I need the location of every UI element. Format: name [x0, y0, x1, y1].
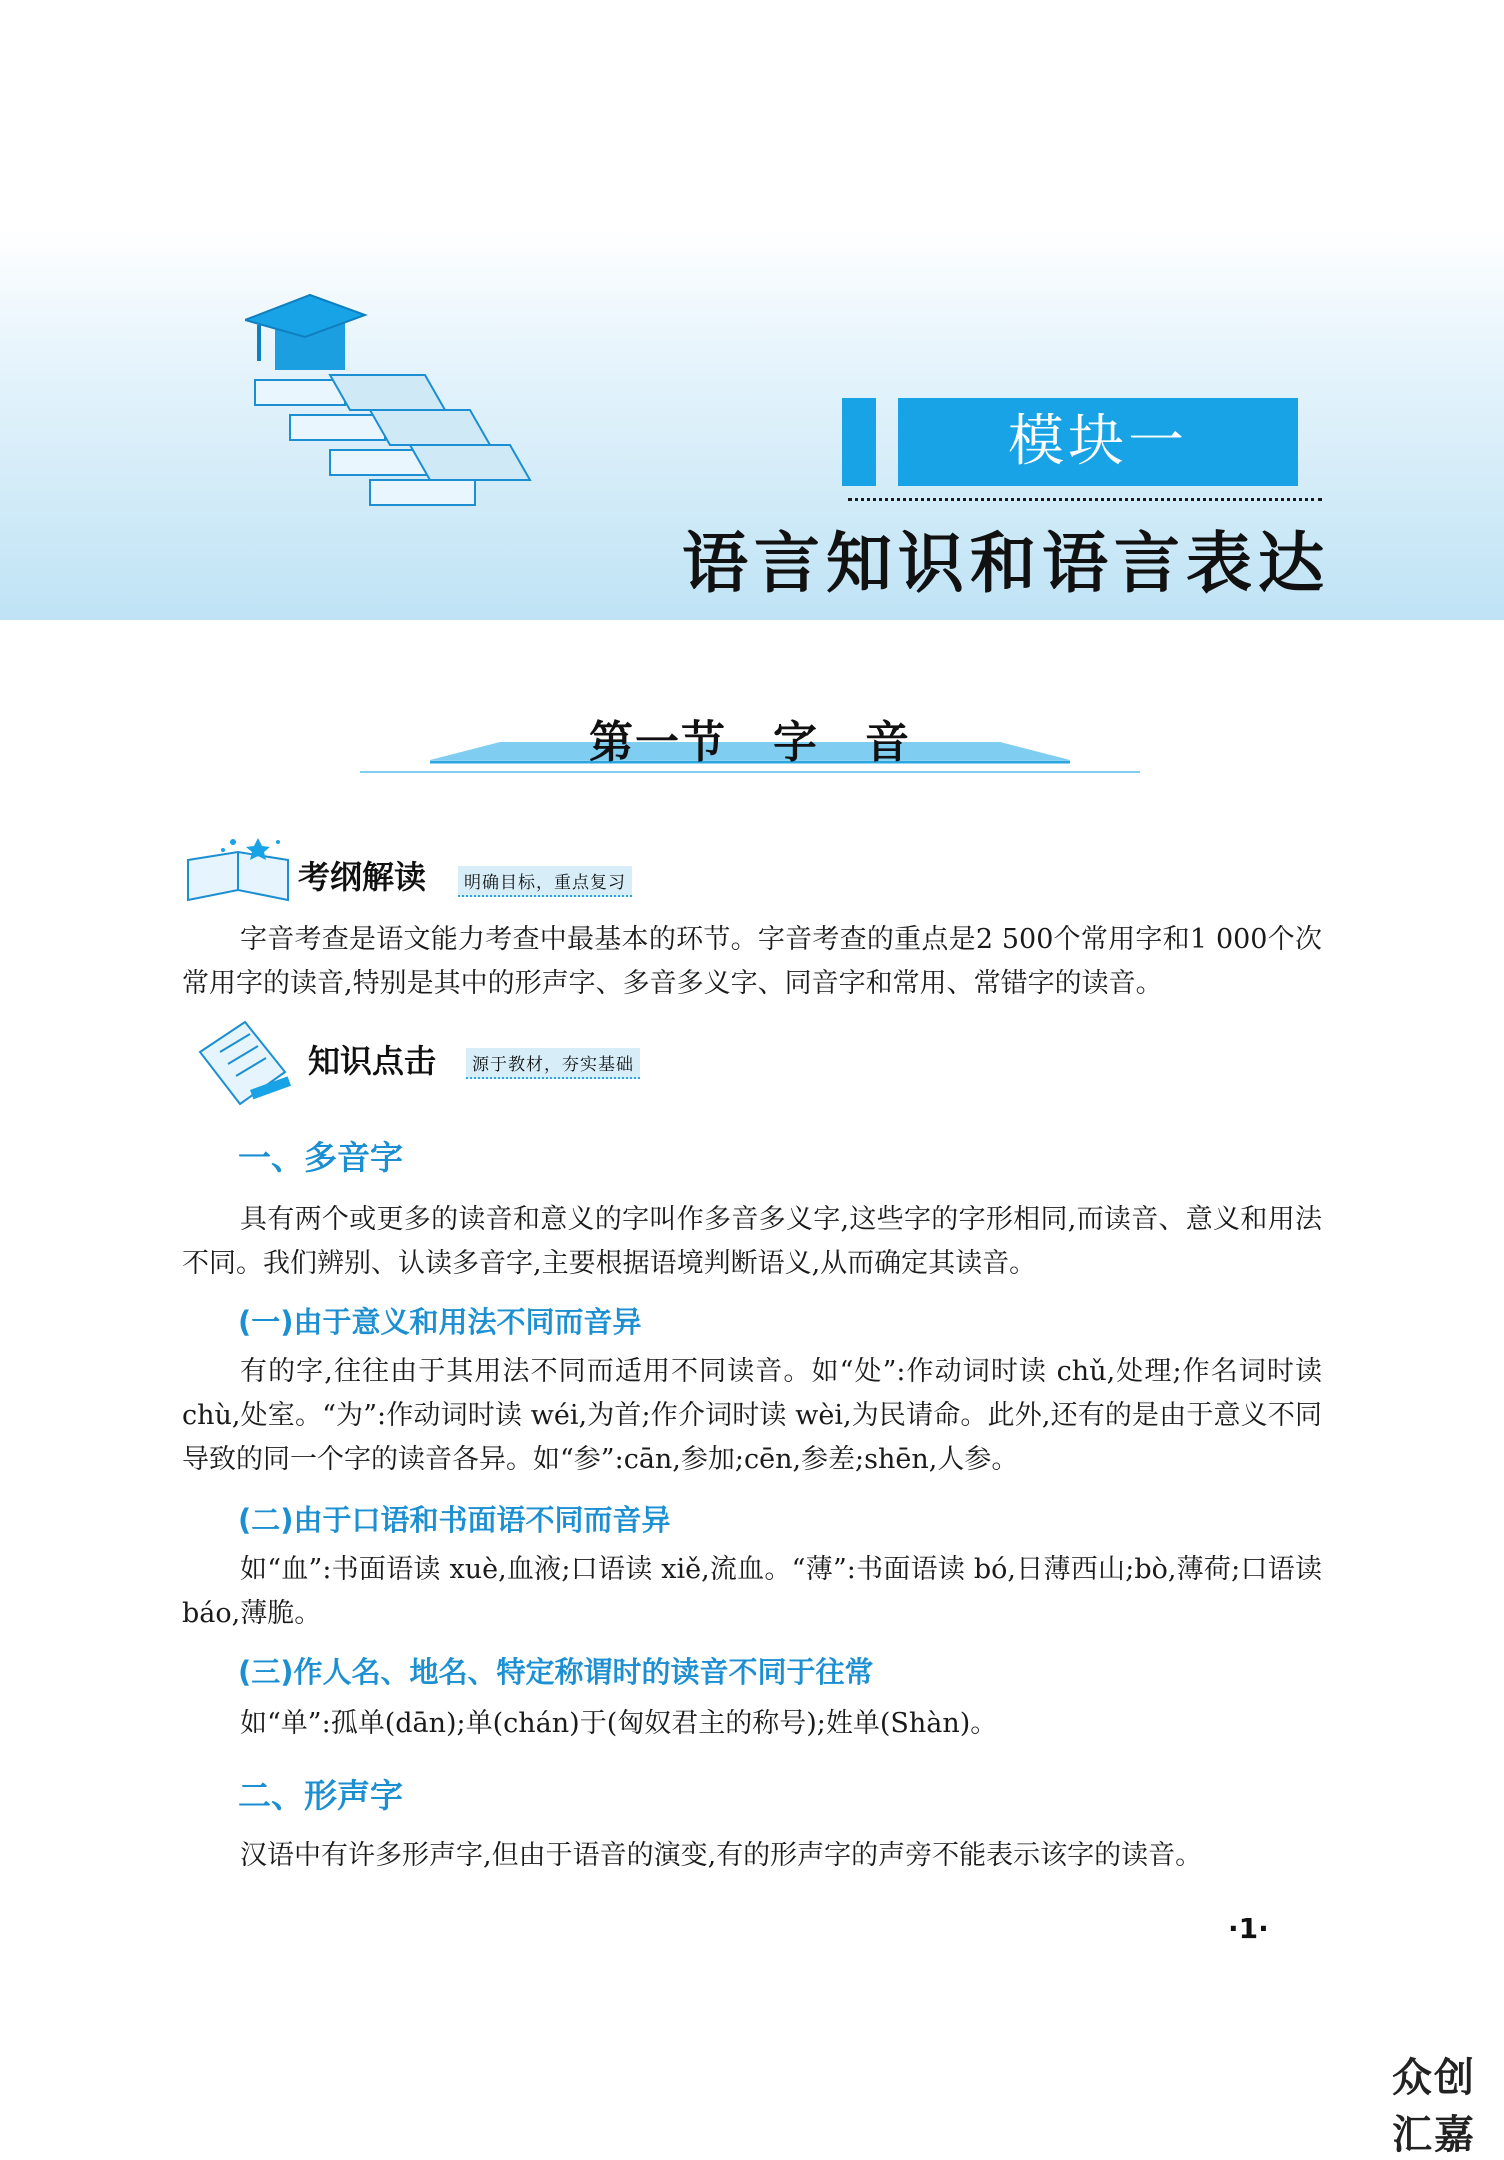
module-title: 语言知识和语言表达 — [682, 524, 1330, 602]
phonetic-paragraph: 汉语中有许多形声字,但由于语音的演变,有的形声字的声旁不能表示该字的读音。 — [240, 1840, 1203, 1871]
tag-subtitle-knowledge: 源于教材，夯实基础 — [466, 1048, 640, 1079]
names-paragraph: 如“单”:孤单(dān);单(chán)于(匈奴君主的称号);姓单(Shàn)。 — [240, 1708, 998, 1739]
tag-subtitle-outline: 明确目标，重点复习 — [458, 866, 632, 897]
subheading-names: (三)作人名、地名、特定称谓时的读音不同于往常 — [238, 1655, 874, 1689]
watermark-logo: 众创汇嘉 — [1392, 2055, 1476, 2158]
page-number: ·1· — [1228, 1912, 1269, 1945]
usage-paragraph: 有的字,往往由于其用法不同而适用不同读音。如“处”:作动词时读 chǔ,处理;作名词时读 chù,处室。“为”:作动词时读 wéi,为首;作介词时读 wèi,为民请命。此外,还有的是由于意义不同导致的同一个字的读音各异。如“参”:cān,参加;cēn,参差;shēn,人参。 — [182, 1356, 1322, 1475]
subheading-meaning-usage: (一)由于意义和用法不同而音异 — [238, 1305, 642, 1339]
clipboard-pen-icon — [190, 1012, 300, 1112]
module-divider — [848, 498, 1322, 501]
heading-phonetic: 二、形声字 — [238, 1776, 403, 1815]
section-title: 第一节 字 音 — [589, 717, 911, 768]
open-book-icon — [178, 830, 298, 910]
module-label: 模块一 — [1008, 409, 1188, 474]
module-bar-left — [842, 398, 876, 486]
tag-title-knowledge: 知识点击 — [308, 1042, 437, 1080]
intro-paragraph: 字音考查是语文能力考查中最基本的环节。字音考查的重点是2 500个常用字和1 000个次常用字的读音,特别是其中的形声字、多音多义字、同音字和常用、常错字的读音。 — [182, 924, 1322, 999]
tag-title-outline: 考纲解读 — [298, 858, 427, 896]
polyphone-intro-paragraph: 具有两个或更多的读音和意义的字叫作多音多义字,这些字的字形相同,而读音、意义和用法不同。我们辨别、认读多音字,主要根据语境判断语义,从而确定其读音。 — [182, 1204, 1322, 1279]
heading-polyphone: 一、多音字 — [238, 1138, 403, 1177]
graduation-stairs-icon — [245, 285, 535, 515]
spoken-paragraph: 如“血”:书面语读 xuè,血液;口语读 xiě,流血。“薄”:书面语读 bó,日薄西山;bò,薄荷;口语读 báo,薄脆。 — [182, 1554, 1322, 1629]
subheading-spoken-written: (二)由于口语和书面语不同而音异 — [238, 1503, 671, 1537]
